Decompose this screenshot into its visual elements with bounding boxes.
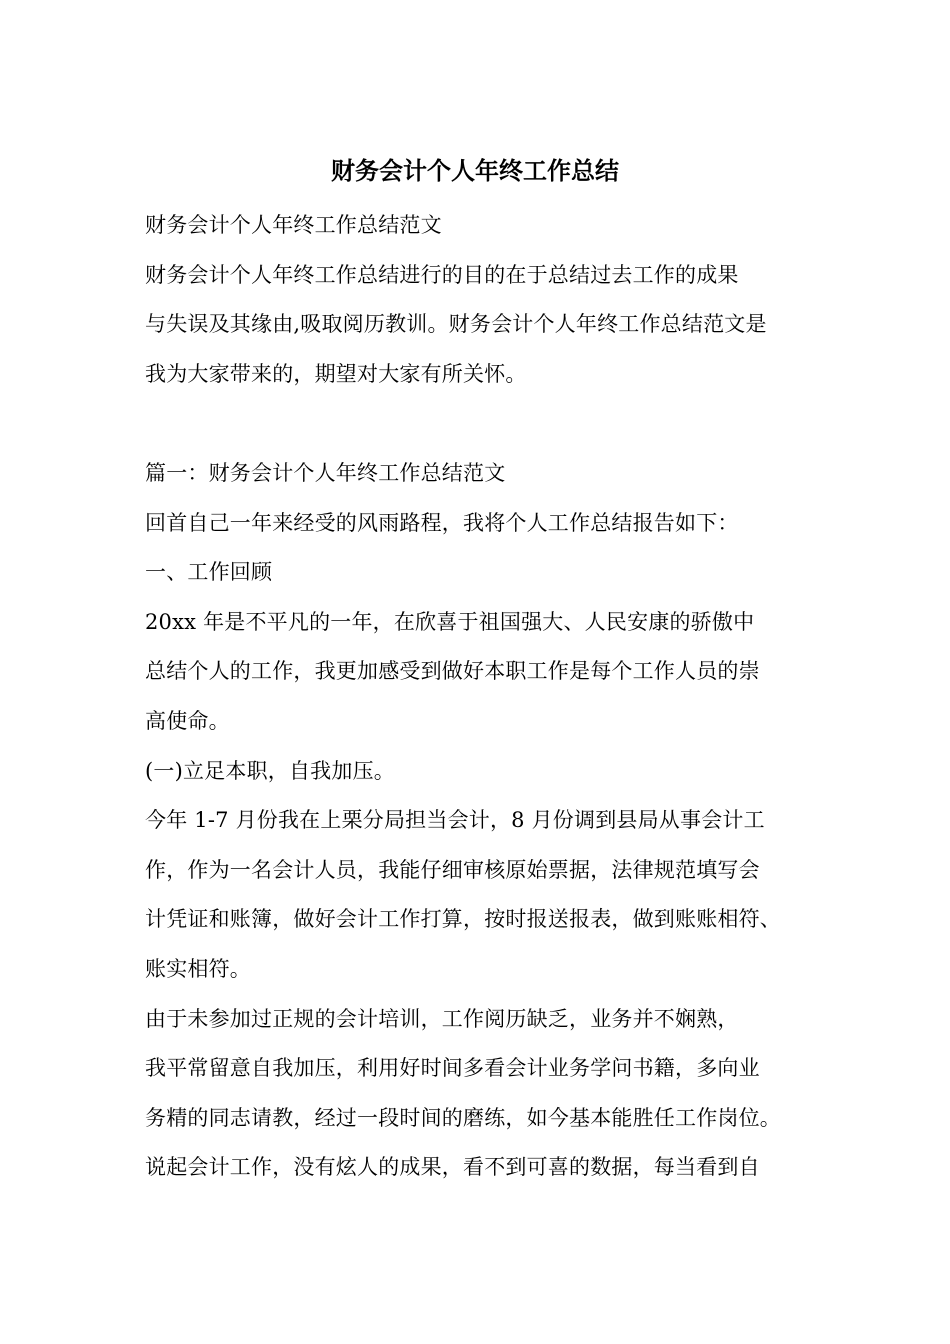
body-line: 说起会计工作，没有炫人的成果，看不到可喜的数据，每当看到自 bbox=[145, 1155, 760, 1179]
body-line: 账实相符。 bbox=[145, 957, 251, 981]
body-line: 务精的同志请教，经过一段时间的磨练，如今基本能胜任工作岗位。 bbox=[145, 1106, 781, 1130]
body-line: 20xx 年是不平凡的一年，在欣喜于祖国强大、人民安康的骄傲中 bbox=[145, 610, 755, 634]
body-line: 计凭证和账簿，做好会计工作打算，按时报送报表，做到账账相符、 bbox=[145, 907, 781, 931]
body-line: 与失误及其缘由,吸取阅历教训。财务会计个人年终工作总结范文是 bbox=[145, 312, 767, 336]
body-line: 我平常留意自我加压，利用好时间多看会计业务学问书籍，多向业 bbox=[145, 1056, 760, 1080]
body-line: 总结个人的工作，我更加感受到做好本职工作是每个工作人员的崇 bbox=[145, 659, 760, 683]
body-line: 由于未参加过正规的会计培训，工作阅历缺乏，业务并不娴熟， bbox=[145, 1007, 739, 1031]
section-heading: 一、工作回顾 bbox=[145, 560, 273, 584]
body-line: 作，作为一名会计人员，我能仔细审核原始票据，法律规范填写会 bbox=[145, 858, 760, 882]
subtitle-line: 财务会计个人年终工作总结范文 bbox=[145, 213, 442, 237]
body-line: 财务会计个人年终工作总结进行的目的在于总结过去工作的成果 bbox=[145, 263, 739, 287]
body-line: 今年 1-7 月份我在上栗分局担当会计，8 月份调到县局从事会计工 bbox=[145, 808, 765, 832]
document-title: 财务会计个人年终工作总结 bbox=[331, 156, 619, 185]
body-line: 高使命。 bbox=[145, 709, 230, 733]
section-heading: 篇一：财务会计个人年终工作总结范文 bbox=[145, 461, 506, 485]
body-line: 回首自己一年来经受的风雨路程，我将个人工作总结报告如下： bbox=[145, 511, 739, 535]
body-line: 我为大家带来的，期望对大家有所关怀。 bbox=[145, 362, 527, 386]
subsection-heading: (一)立足本职，自我加压。 bbox=[145, 759, 395, 783]
